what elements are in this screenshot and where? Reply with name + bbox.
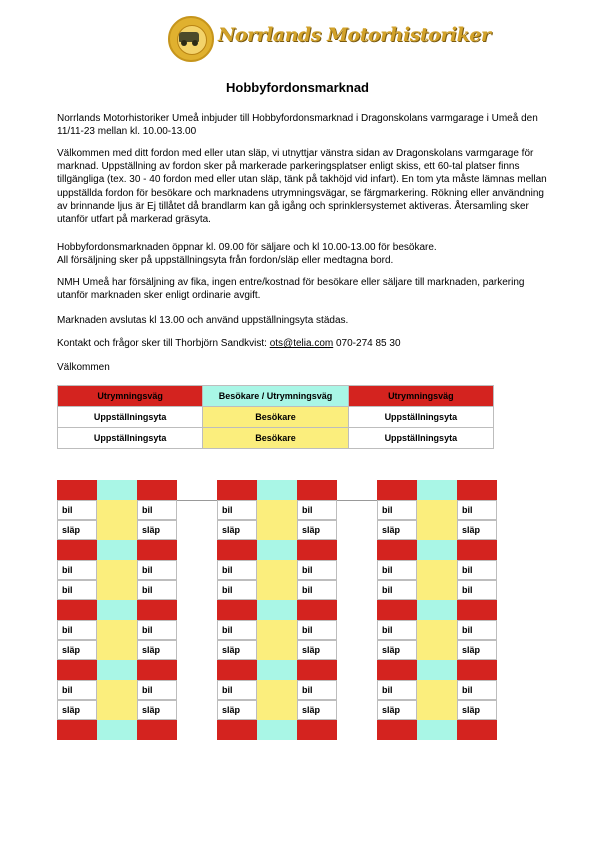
escape-route-cell [457,540,497,560]
parking-cell-car: bil [57,620,97,640]
parking-cell-car: bil [217,500,257,520]
escape-route-cell [57,720,97,740]
opening-hours-line: Hobbyfordonsmarknaden öppnar kl. 09.00 för säljare och kl 10.00-13.00 för besökare. [57,242,437,253]
intro-paragraph: Norrlands Motorhistoriker Umeå inbjuder till Hobbyfordonsmarknad i Dragonskolans varmgarage i Umeå den 11/11-23 mellan kl. 10.00-13.00 [57,113,538,138]
visitor-cell [257,560,297,580]
legend-cell-escape: Utrymningsväg [348,386,493,407]
parking-cell-trailer: släp [57,520,97,540]
header-logo [160,14,491,64]
parking-cell-car: bil [297,580,337,600]
visitor-cell [97,620,137,640]
fika-paragraph: NMH Umeå har försäljning av fika, ingen entre/kostnad för besökare eller säljare till marknaden, parkering utanför marknaden sker enligt ordinarie avgift. [57,277,525,302]
visitor-cell [257,520,297,540]
visitor-cell [97,560,137,580]
visitor-cell [417,580,457,600]
escape-route-cell [297,480,337,500]
parking-cell-trailer: släp [297,640,337,660]
legend-cell-visitor-escape: Besökare / Utrymningsväg [203,386,348,407]
logo-text: Norrlands Motorhistoriker [218,24,491,46]
visitor-cell [417,520,457,540]
visitor-escape-cell [97,480,137,500]
legend-cell-parking: Uppställningsyta [58,428,203,449]
escape-route-cell [57,660,97,680]
visitor-escape-cell [257,480,297,500]
parking-cell-trailer: släp [457,640,497,660]
visitor-escape-cell [257,660,297,680]
visitor-cell [417,640,457,660]
layout-separator-line [337,500,377,501]
opening-hours [57,241,547,267]
escape-route-cell [457,480,497,500]
parking-cell-car: bil [377,680,417,700]
escape-route-cell [137,480,177,500]
legend-cell-visitor: Besökare [203,428,348,449]
visitor-cell [417,700,457,720]
visitor-cell [257,500,297,520]
parking-cell-car: bil [297,620,337,640]
visitor-cell [97,520,137,540]
visitor-cell [97,500,137,520]
welcome-paragraph: Välkommen med ditt fordon med eller utan släp, vi utnyttjar vänstra sidan av Dragonskolans varmgarage för marknad. Uppställning av fordon sker på markerade parkeringsplatser enligt skiss, ett 60-tal platser finns tillgängliga (tex. 30 - 40 fordon med eller utan släp, tänk på takhöjd vid infart). En tom yta måste lämnas mellan uppställda fordon för besökare och marknadens utrymningsvägar, se färgmarkering. Rökning eller användning av brinnande ljus är Ej tillåtet då brandlarm kan gå igång och sprinklersystemet aktiveras. Återsamling sker utanför utfart på markerad gräsyta. [57,148,547,226]
escape-route-cell [137,720,177,740]
legend-cell-parking: Uppställningsyta [348,428,493,449]
visitor-cell [257,640,297,660]
escape-route-cell [137,600,177,620]
parking-cell-car: bil [137,620,177,640]
legend-table [57,385,494,449]
parking-cell-car: bil [457,680,497,700]
parking-cell-trailer: släp [297,700,337,720]
parking-cell-car: bil [457,580,497,600]
visitor-escape-cell [417,660,457,680]
visitor-escape-cell [257,600,297,620]
parking-cell-car: bil [57,560,97,580]
parking-cell-car: bil [137,580,177,600]
visitor-cell [257,580,297,600]
sales-info-line: All försäljning sker på uppställningsyta från fordon/släp eller medtagna bord. [57,255,394,267]
escape-route-cell [217,600,257,620]
parking-cell-trailer: släp [217,640,257,660]
parking-cell-trailer: släp [137,520,177,540]
parking-cell-car: bil [457,620,497,640]
layout-separator-line [177,500,217,501]
phone-number: 070-274 85 30 [333,338,401,349]
parking-cell-car: bil [377,500,417,520]
parking-cell-trailer: släp [137,640,177,660]
visitor-escape-cell [417,480,457,500]
escape-route-cell [297,660,337,680]
parking-cell-car: bil [297,680,337,700]
visitor-cell [257,680,297,700]
parking-cell-trailer: släp [57,640,97,660]
visitor-cell [417,680,457,700]
parking-cell-car: bil [217,680,257,700]
parking-cell-car: bil [457,560,497,580]
parking-cell-trailer: släp [377,640,417,660]
parking-cell-trailer: släp [217,700,257,720]
parking-cell-trailer: släp [377,700,417,720]
signoff: Välkommen [57,362,110,373]
parking-cell-car: bil [57,580,97,600]
parking-cell-trailer: släp [297,520,337,540]
parking-cell-car: bil [57,680,97,700]
page-title: Hobbyfordonsmarknad [225,80,369,95]
escape-route-cell [297,720,337,740]
parking-cell-car: bil [217,580,257,600]
escape-route-cell [457,600,497,620]
escape-route-cell [377,660,417,680]
contact-label: Kontakt och frågor sker till Thorbjörn Sandkvist: [57,338,270,349]
visitor-escape-cell [97,660,137,680]
legend-cell-parking: Uppställningsyta [58,407,203,428]
visitor-cell [97,700,137,720]
visitor-escape-cell [257,540,297,560]
parking-cell-car: bil [297,500,337,520]
escape-route-cell [57,600,97,620]
visitor-cell [417,500,457,520]
legend-cell-parking: Uppställningsyta [348,407,493,428]
parking-cell-car: bil [457,500,497,520]
parking-cell-trailer: släp [217,520,257,540]
escape-route-cell [457,660,497,680]
escape-route-cell [297,540,337,560]
visitor-cell [97,680,137,700]
parking-cell-car: bil [377,560,417,580]
legend-cell-visitor: Besökare [203,407,348,428]
escape-route-cell [137,540,177,560]
closing-paragraph: Marknaden avslutas kl 13.00 och använd uppställningsyta städas. [57,315,349,326]
visitor-cell [257,620,297,640]
parking-cell-car: bil [137,680,177,700]
legend-cell-escape: Utrymningsväg [58,386,203,407]
contact-paragraph [57,337,547,350]
visitor-escape-cell [417,720,457,740]
parking-cell-car: bil [137,560,177,580]
visitor-cell [97,580,137,600]
parking-cell-car: bil [377,580,417,600]
legend-row [58,428,494,449]
parking-cell-car: bil [297,560,337,580]
parking-cell-trailer: släp [377,520,417,540]
visitor-escape-cell [97,540,137,560]
parking-cell-trailer: släp [457,700,497,720]
legend-row [58,407,494,428]
parking-cell-trailer: släp [457,520,497,540]
visitor-cell [417,620,457,640]
escape-route-cell [377,480,417,500]
visitor-escape-cell [97,600,137,620]
escape-route-cell [217,540,257,560]
parking-layout-diagram [57,480,497,742]
email-link[interactable]: ots@telia.com [269,338,334,349]
escape-route-cell [57,540,97,560]
parking-cell-car: bil [137,500,177,520]
parking-cell-car: bil [217,620,257,640]
visitor-cell [417,560,457,580]
escape-route-cell [377,600,417,620]
visitor-escape-cell [417,540,457,560]
escape-route-cell [377,540,417,560]
parking-cell-trailer: släp [137,700,177,720]
escape-route-cell [377,720,417,740]
visitor-escape-cell [257,720,297,740]
parking-cell-car: bil [217,560,257,580]
visitor-cell [97,640,137,660]
visitor-escape-cell [417,600,457,620]
visitor-escape-cell [97,720,137,740]
escape-route-cell [137,660,177,680]
escape-route-cell [297,600,337,620]
escape-route-cell [57,480,97,500]
escape-route-cell [217,660,257,680]
parking-cell-trailer: släp [57,700,97,720]
escape-route-cell [457,720,497,740]
parking-cell-car: bil [377,620,417,640]
escape-route-cell [217,480,257,500]
visitor-cell [257,700,297,720]
vintage-car-badge-icon [168,16,214,62]
parking-cell-car: bil [57,500,97,520]
escape-route-cell [217,720,257,740]
legend-row [58,386,494,407]
